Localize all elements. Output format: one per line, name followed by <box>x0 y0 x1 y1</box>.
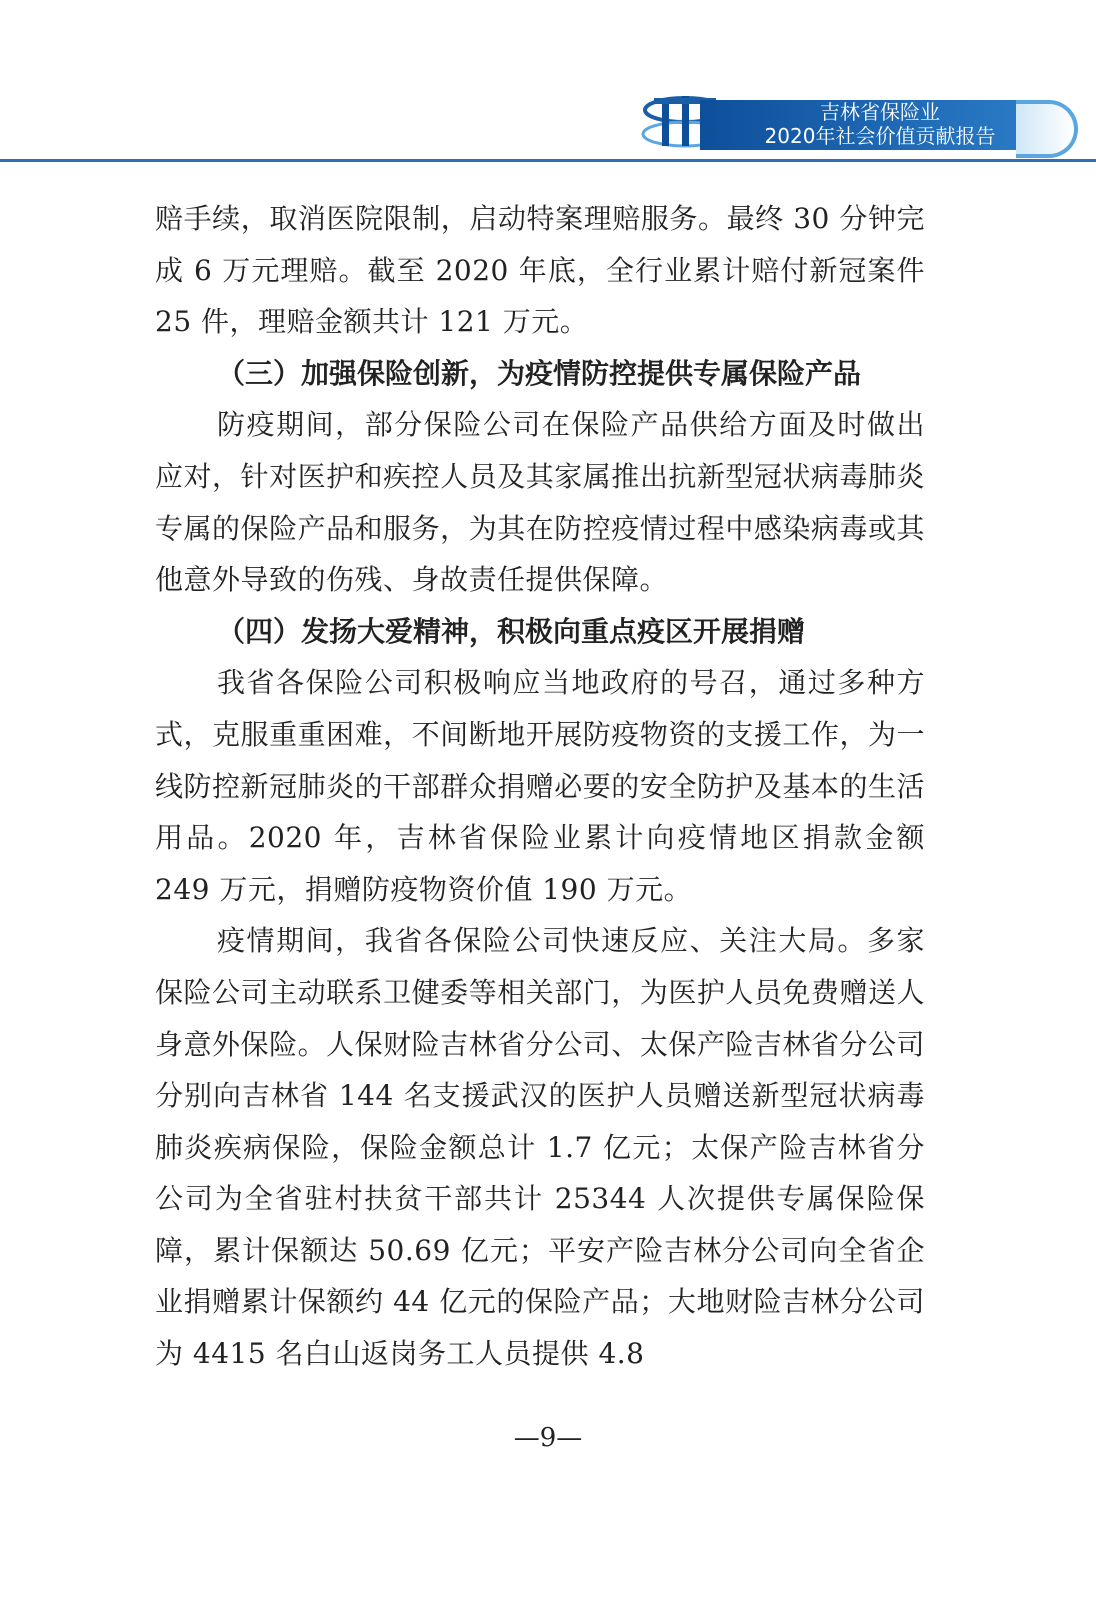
page-number: —9— <box>513 1423 583 1453</box>
section-heading-4: （四）发扬大爱精神，积极向重点疫区开展捐赠 <box>217 614 806 648</box>
paragraph-insurance-gifts: 疫情期间，我省各保险公司快速反应、关注大局。多家保险公司主动联系卫健委等相关部门，为医护人员免费赠送人身意外保险。人保财险吉林省分公司、太保产险吉林省分公司分别向吉林省 144 名支援武汉的医护人员赠送新型冠状病毒肺炎疾病保险，保险金额总计 1.7 亿元；太保产险吉林省分公司为全省驻村扶贫干部共计 25344 人次提供专属保险保障，累计保额达 50.69 亿元；平安产险吉林分公司向全省企业捐赠累计保额约 44 亿元的保险产品；大地财险吉林分公司为 4415 名白山返岗务工人员提供 4.8 <box>155 924 925 1371</box>
header-divider <box>0 159 1096 162</box>
page-header <box>0 88 1096 168</box>
paragraph-claims: 赔手续，取消医院限制，启动特案理赔服务。最终 30 分钟完成 6 万元理赔。截至 2020 年底，全行业累计赔付新冠案件 25 件，理赔金额共计 121 万元。 <box>155 202 925 339</box>
report-title-line1: 吉林省保险业 <box>820 100 940 124</box>
report-title-line2: 2020年社会价值贡献报告 <box>764 124 996 148</box>
section-heading-3: （三）加强保险创新，为疫情防控提供专属保险产品 <box>217 356 862 390</box>
header-banner-cap <box>1016 100 1078 158</box>
paragraph-donations: 我省各保险公司积极响应当地政府的号召，通过多种方式，克服重重困难，不间断地开展防疫物资的支援工作，为一线防控新冠肺炎的干部群众捐赠必要的安全防护及基本的生活用品。2020 年，吉林省保险业累计向疫情地区捐款金额 249 万元，捐赠防疫物资价值 190 万元。 <box>155 666 925 906</box>
page-body <box>155 193 925 1380</box>
paragraph-innovation: 防疫期间，部分保险公司在保险产品供给方面及时做出应对，针对医护和疾控人员及其家属推出抗新型冠状病毒肺炎专属的保险产品和服务，为其在防控疫情过程中感染病毒或其他意外导致的伤残、身故责任提供保障。 <box>155 408 925 597</box>
report-title <box>735 100 1025 148</box>
